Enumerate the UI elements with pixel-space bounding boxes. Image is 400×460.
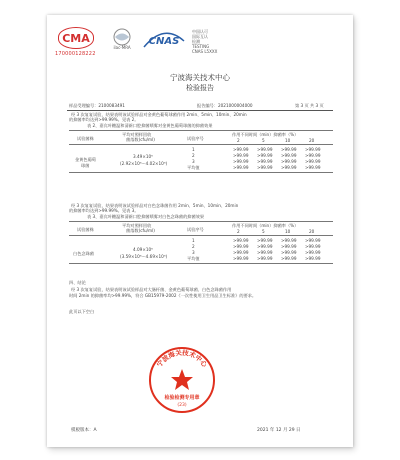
col-test-strain: 试验菌株 <box>77 136 94 141</box>
stamp-top-text: 宁波海关技术中心 <box>155 348 209 369</box>
col-time-rate: 作用不同时间（min）抑菌率（%） <box>232 223 299 228</box>
table-cell: >99.99 <box>257 250 273 255</box>
col-test-seq: 试验序号 <box>187 136 204 141</box>
table-row-seq: 3 <box>192 250 195 255</box>
avg-value: 3.49×10⁶ <box>133 154 153 159</box>
time-20: 20 <box>309 138 315 143</box>
template-version: 模板版本：A <box>71 428 97 433</box>
table-cell: >99.99 <box>281 256 297 261</box>
cnas-info-line: CNAS L5XXX <box>192 49 218 54</box>
report-org-title: 宁波海关技术中心 <box>170 73 230 82</box>
strain-name: 金黄色葡萄 <box>75 157 96 162</box>
table-cell: >99.99 <box>305 147 321 152</box>
cnas-info-line: 检测 <box>192 39 200 44</box>
svg-text:宁波海关技术中心 <box>155 348 210 369</box>
table-cell: >99.99 <box>257 147 273 152</box>
conclusion-text: 经 3 次复复试验，结果表明该试验样品对大肠杆菌、金黄色葡萄球菌、白色念珠菌作用 <box>71 287 232 292</box>
table-cell: >99.99 <box>281 238 297 243</box>
table-cell: >99.99 <box>305 244 321 249</box>
report-label: 报告编号： <box>197 103 218 108</box>
table-cell: >99.99 <box>233 147 249 152</box>
table-row-seq: 平均值 <box>187 165 200 170</box>
cnas-logo <box>142 27 186 51</box>
table-cell: >99.99 <box>233 238 249 243</box>
avg-range: (3.59×10⁶～4.69×10⁶) <box>120 254 168 259</box>
table-cell: >99.99 <box>281 147 297 152</box>
table-cell: >99.99 <box>233 159 249 164</box>
table-rule <box>69 144 333 145</box>
cma-number: 170000128222 <box>55 51 96 57</box>
report-number: 2021000004000 <box>217 103 253 108</box>
table-rule <box>69 221 333 222</box>
table-row-seq: 3 <box>192 159 195 164</box>
time-20: 20 <box>309 229 315 234</box>
section1-intro: 经 3 次复复试验，结果表明该试验样品对金黄色葡萄球菌作用 2min、5min、10min、20min <box>71 112 247 117</box>
time-5: 5 <box>262 229 265 234</box>
time-2: 2 <box>237 138 240 143</box>
sample-number-row <box>69 103 125 108</box>
sample-label: 样品受理编号： <box>69 103 99 108</box>
cma-logo <box>58 27 94 49</box>
report-date: 2021 年 12 月 29 日 <box>257 428 301 433</box>
report-subtitle: 检验报告 <box>186 84 214 92</box>
table3-caption: 表 3、嘉宾叶糖温和清新口腔抑菌喷雾对白色念珠菌的抑菌效果 <box>87 214 205 219</box>
table-row-seq: 平均值 <box>187 256 200 261</box>
page-end-note: 此页以下空白 <box>69 309 95 314</box>
table-cell: >99.99 <box>257 159 273 164</box>
table-cell: >99.99 <box>281 165 297 170</box>
header-rule <box>67 110 333 111</box>
table-rule <box>69 172 333 173</box>
stamp-bottom-text: 检验检测专用章 <box>164 395 200 401</box>
table-rule <box>69 263 333 264</box>
stamp-number: (23) <box>177 403 187 408</box>
table-row-seq: 1 <box>192 238 195 243</box>
table-cell: >99.99 <box>233 244 249 249</box>
col-avg-recovery: 平均对照样回收 <box>122 223 152 228</box>
cnas-info <box>192 29 217 54</box>
cnas-text: CNAS <box>148 36 180 47</box>
strain-name-line2: 球菌 <box>81 163 90 168</box>
table-cell: >99.99 <box>305 256 321 261</box>
time-5: 5 <box>262 138 265 143</box>
section2-intro: 经 3 次复复试验，结果表明该试验样品对白色念珠菌作用 2min、5min、10min、20min <box>71 203 239 208</box>
section1-intro2: 的抑菌率均达到>99.99%。见表 2。 <box>69 117 139 122</box>
cma-logo-text: CMA <box>62 31 90 45</box>
table-row-seq: 1 <box>192 147 195 152</box>
table-rule <box>69 235 333 236</box>
official-stamp <box>147 345 217 415</box>
table-cell: >99.99 <box>233 153 249 158</box>
col-avg-recovery: 平均对照样回收 <box>122 132 152 137</box>
table-cell: >99.99 <box>233 256 249 261</box>
col-avg-cfu: 菌落数(cfu/ml) <box>126 137 155 142</box>
table-cell: >99.99 <box>233 165 249 170</box>
col-test-seq: 试验序号 <box>187 227 204 232</box>
cnas-info-line: 中国认可 <box>192 29 208 34</box>
table-cell: >99.99 <box>257 153 273 158</box>
table-cell: >99.99 <box>257 165 273 170</box>
table-row-seq: 2 <box>192 153 195 158</box>
sample-number: 2100083491 <box>98 103 125 108</box>
table-cell: >99.99 <box>257 244 273 249</box>
table-cell: >99.99 <box>305 153 321 158</box>
table-cell: >99.99 <box>281 159 297 164</box>
table-cell: >99.99 <box>305 238 321 243</box>
time-10: 10 <box>285 138 291 143</box>
conclusion-heading: 四、结论 <box>69 280 86 285</box>
table-cell: >99.99 <box>257 256 273 261</box>
table-cell: >99.99 <box>257 238 273 243</box>
section2-intro2: 的抑菌率均达到>99.99%。见表 3。 <box>69 208 139 213</box>
col-test-strain: 试验菌株 <box>77 227 94 232</box>
table-cell: >99.99 <box>305 250 321 255</box>
ilac-mra-logo <box>107 28 137 50</box>
table2-caption: 表 2、嘉宾叶糖温和清新口腔抑菌喷雾对金黄色葡萄球菌的抑菌效果 <box>87 123 213 128</box>
table-cell: >99.99 <box>233 250 249 255</box>
table-cell: >99.99 <box>305 159 321 164</box>
table-rule <box>69 130 333 131</box>
table-cell: >99.99 <box>281 250 297 255</box>
ilac-text: ilac-MRA <box>113 45 131 50</box>
table-cell: >99.99 <box>305 165 321 170</box>
time-10: 10 <box>285 229 291 234</box>
avg-range: (2.92×10⁶～4.02×10⁶) <box>120 161 168 166</box>
conclusion-text-2: 时间 2min 的抑菌率均>99.99%，符合 GB15979-2002《一次性使用卫生用品卫生标准》的要求。 <box>69 293 257 298</box>
col-avg-cfu: 菌落数(cfu/ml) <box>126 228 155 233</box>
report-number-row <box>197 103 253 108</box>
report-page <box>47 15 353 447</box>
table-cell: >99.99 <box>281 244 297 249</box>
cnas-info-line: 国际互认 <box>192 34 208 39</box>
time-2: 2 <box>237 229 240 234</box>
col-time-rate: 作用不同时间（min）抑菌率（%） <box>232 132 299 137</box>
avg-value: 4.09×10⁶ <box>133 247 153 252</box>
strain-name: 白色念珠菌 <box>73 251 94 256</box>
table-cell: >99.99 <box>281 153 297 158</box>
page-number: 第 3 页 共 3 页 <box>295 103 324 108</box>
table-row-seq: 2 <box>192 244 195 249</box>
cnas-info-line: TESTING <box>192 44 210 49</box>
